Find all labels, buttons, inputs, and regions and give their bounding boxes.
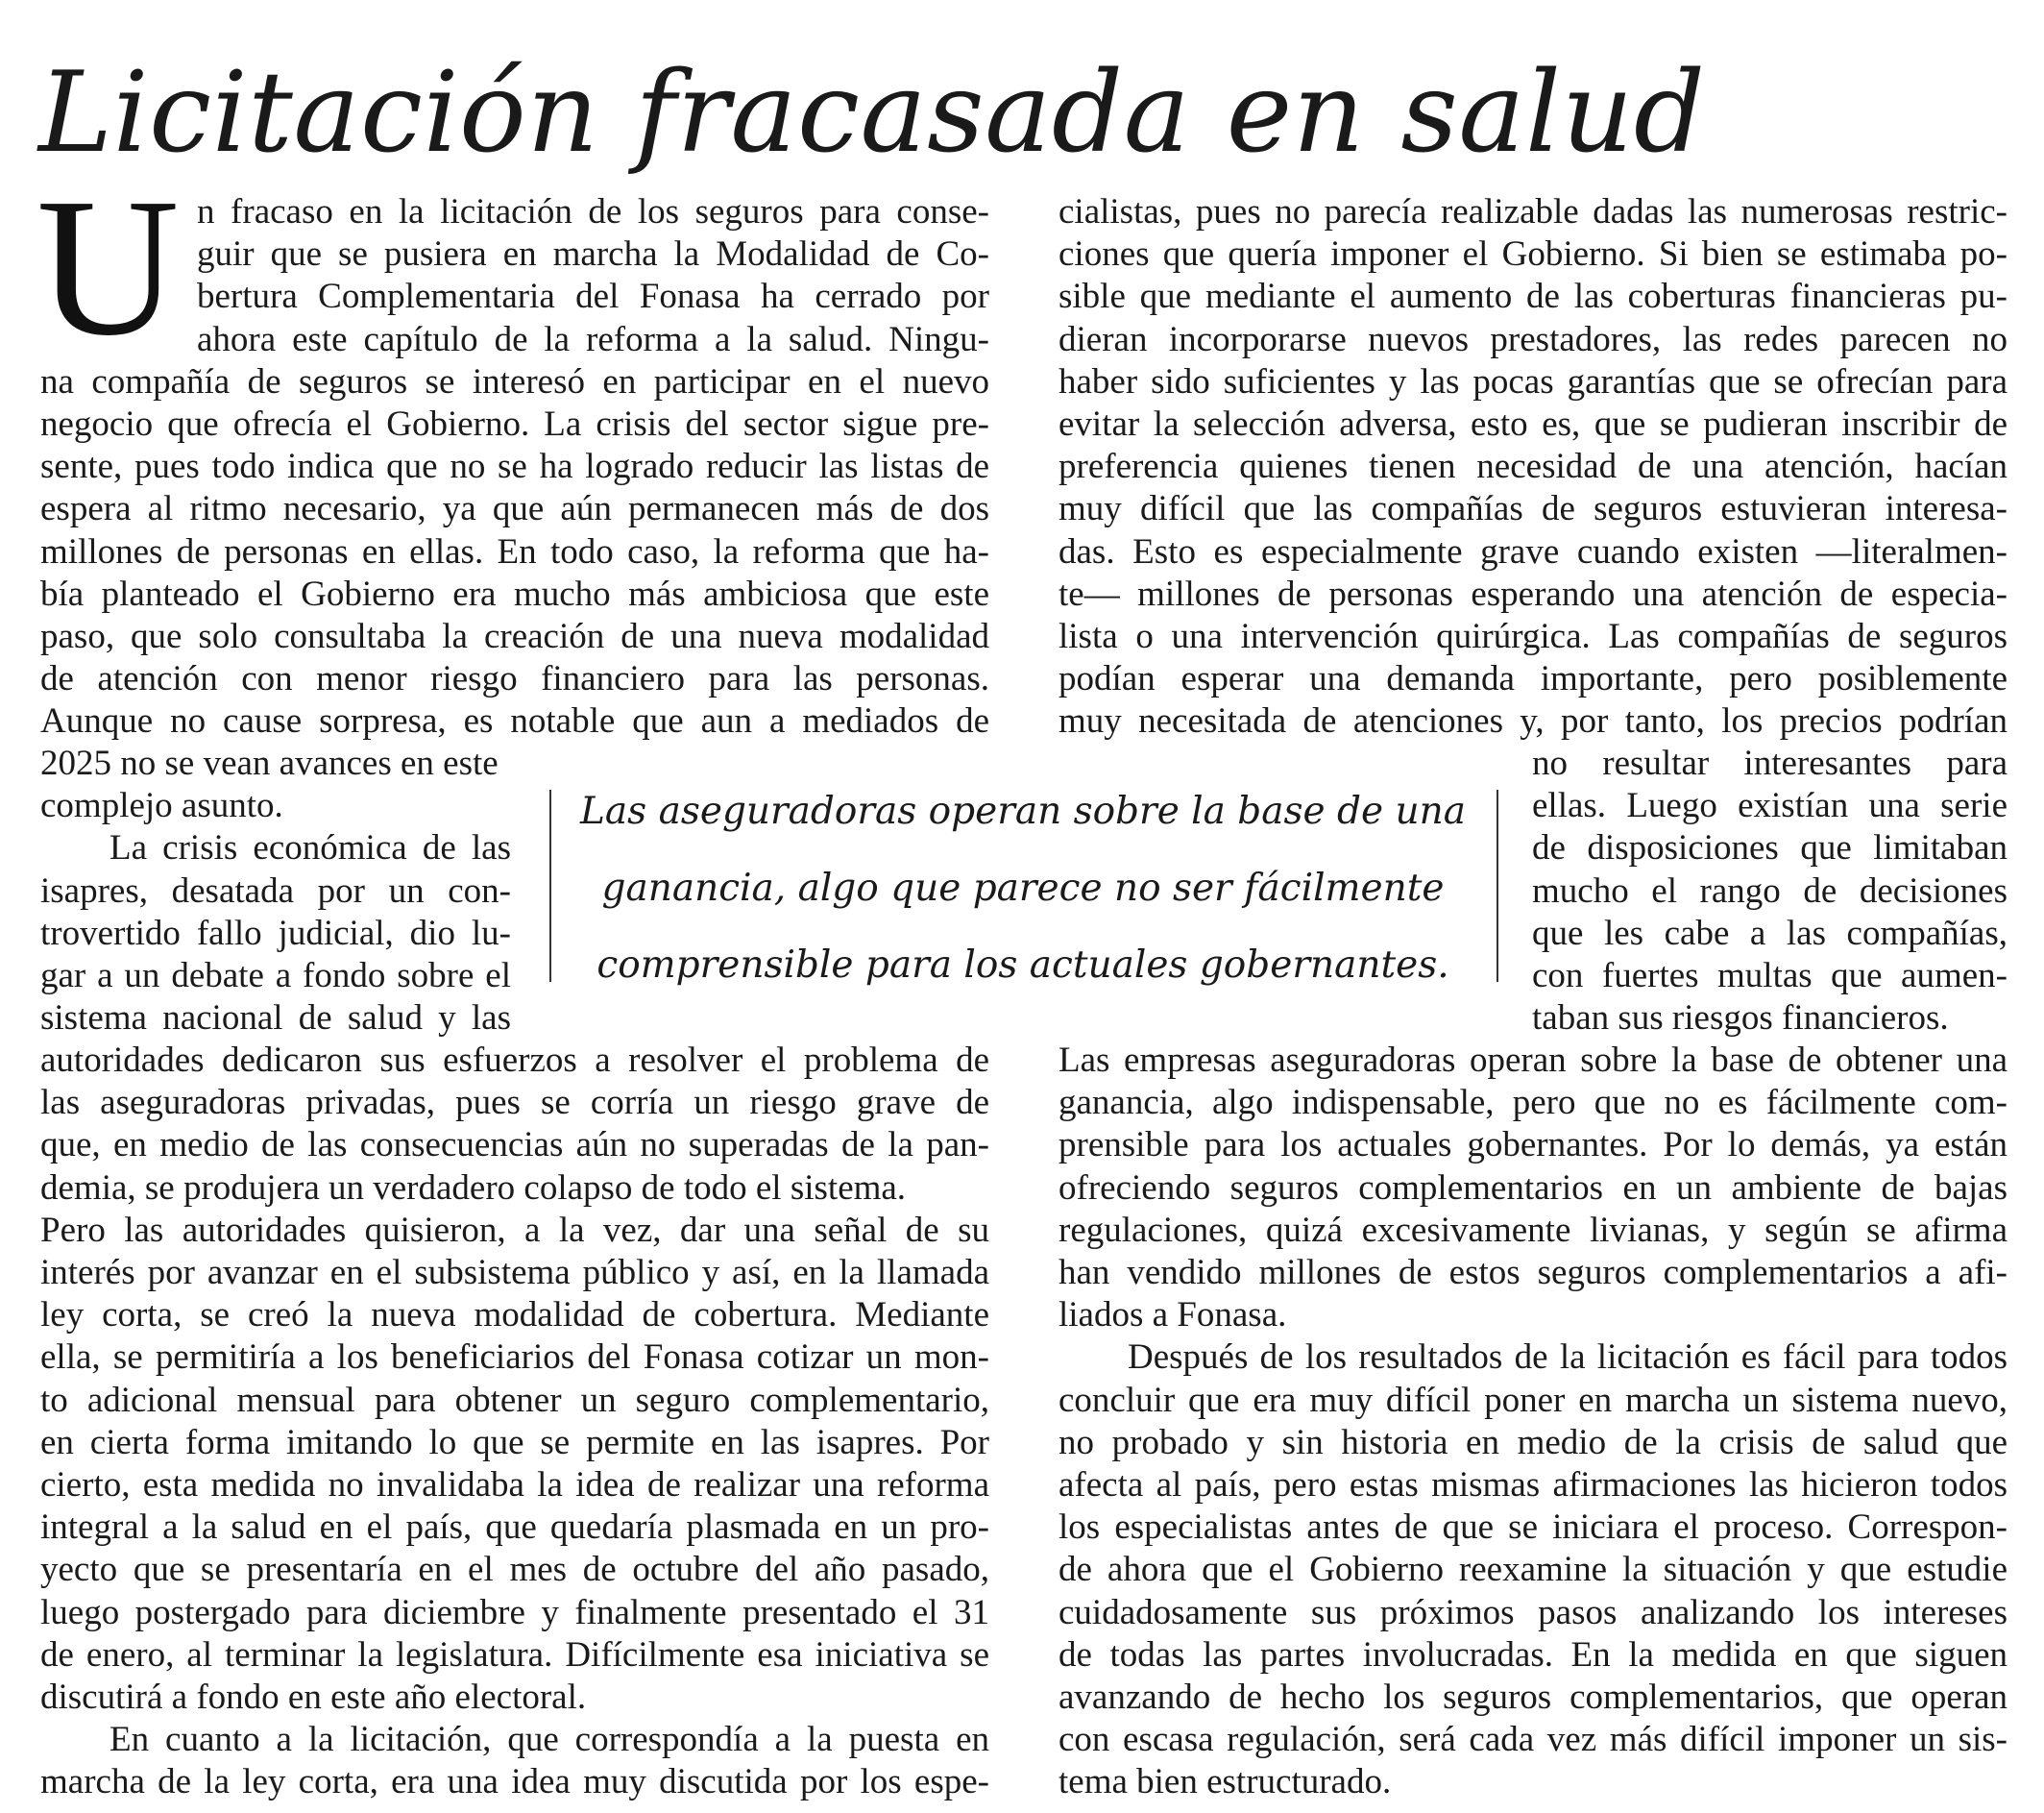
body-text-line: 2025 no se vean avances en este (40, 744, 499, 783)
body-text-line: los especialistas antes de que se iniciara el proceso. Correspon- (1058, 1507, 2008, 1548)
body-text-line: guir que se pusiera en marcha la Modalidad de Co- (197, 234, 989, 275)
body-text-line: prensible para los actuales gobernantes. Por lo demás, ya están (1058, 1125, 2008, 1165)
body-text-line: bía planteado el Gobierno era mucho más ambiciosa que este (40, 574, 989, 614)
body-text-line: ganancia, algo indispensable, pero que no es fácilmente com- (1058, 1083, 2008, 1123)
body-text-line: millones de personas en ellas. En todo caso, la reforma que ha- (40, 531, 989, 572)
body-text-line: han vendido millones de estos seguros complementarios a afi- (1058, 1253, 2008, 1292)
body-text-line: ley corta, se creó la nueva modalidad de cobertura. Mediante (40, 1295, 989, 1335)
body-text-line: tema bien estructurado. (1058, 1762, 1392, 1802)
body-text-line: avanzando de hecho los seguros complementarios, que operan (1058, 1678, 2008, 1717)
body-text-line: de enero, al terminar la legislatura. Difícilmente esa iniciativa se (40, 1634, 989, 1675)
body-text-line: La crisis económica de las (110, 828, 511, 869)
body-text-line: marcha de la ley corta, era una idea muy discutida por los espe- (40, 1762, 989, 1802)
body-text-line: ciones que quería imponer el Gobierno. Si bien se estimaba po- (1058, 234, 2008, 275)
body-text-line: n fracaso en la licitación de los seguros para conse- (197, 192, 989, 232)
body-text-line: de todas las partes involucradas. En la medida en que siguen (1058, 1634, 2008, 1675)
body-text-line: gar a un debate a fondo sobre el (40, 956, 511, 995)
body-text-line: Después de los resultados de la licitación es fácil para todos (1128, 1337, 2008, 1378)
body-text-line: integral a la salud en el país, que quedaría plasmada en un pro- (40, 1507, 989, 1548)
body-text-line: con fuertes multas que aumen- (1532, 956, 2008, 995)
drop-cap: U (36, 157, 180, 377)
body-text-line: paso, que solo consultaba la creación de una nueva modalidad (40, 617, 989, 656)
body-text-line: muy necesitada de atenciones y, por tanto, los precios podrían (1058, 701, 2008, 742)
pull-quote-rule-left (549, 790, 551, 982)
body-text-line: to adicional mensual para obtener un seguro complementario, (40, 1380, 989, 1420)
body-text-line: cierto, esta medida no invalidaba la idea de realizar una reforma (40, 1465, 989, 1505)
body-text-line: ellas. Luego existían una serie (1532, 786, 2008, 826)
body-text-line: lista o una intervención quirúrgica. Las compañías de seguros (1058, 617, 2008, 656)
body-text-line: Las empresas aseguradoras operan sobre la base de obtener una (1058, 1041, 2008, 1080)
body-text-line: sistema nacional de salud y las (40, 998, 511, 1039)
body-text-line: en cierta forma imitando lo que se permite en las isapres. Por (40, 1422, 989, 1462)
body-text-line: trovertido fallo judicial, dio lu- (40, 913, 511, 953)
pull-quote-line: ganancia, algo que parece no ser fácilmente (601, 867, 1445, 910)
body-text-line: podían esperar una demanda importante, pero posiblemente (1058, 659, 2008, 699)
body-text-line: En cuanto a la licitación, que correspondía a la puesta en (110, 1720, 989, 1760)
body-text-line: demia, se produjera un verdadero colapso de todo el sistema. (40, 1167, 907, 1208)
body-text-line: afecta al país, pero estas mismas afirmaciones las hicieron todos (1058, 1465, 2008, 1505)
body-text-line: que les cabe a las compañías, (1532, 913, 2008, 953)
body-text-line: ella, se permitiría a los beneficiarios del Fonasa cotizar un mon- (40, 1337, 989, 1378)
body-text-line: regulaciones, quizá excesivamente livianas, y según se afirma (1058, 1210, 2008, 1250)
body-text-line: interés por avanzar en el subsistema público y así, en la llamada (40, 1253, 989, 1292)
body-text-line: autoridades dedicaron sus esfuerzos a resolver el problema de (40, 1041, 989, 1080)
body-text-line: que, en medio de las consecuencias aún no superadas de la pan- (40, 1125, 989, 1165)
body-text-line: Pero las autoridades quisieron, a la vez, dar una señal de su (40, 1210, 989, 1250)
body-text-line: taban sus riesgos financieros. (1532, 998, 1949, 1039)
body-text-line: no resultar interesantes para (1532, 744, 2008, 783)
pull-quote-line: Las aseguradoras operan sobre la base de una (580, 790, 1466, 833)
body-text-line: las aseguradoras privadas, pues se corría un riesgo grave de (40, 1083, 989, 1123)
body-text-line: preferencia quienes tienen necesidad de una atención, hacían (1058, 447, 2008, 487)
body-text-line: mucho el rango de decisiones (1532, 870, 2008, 911)
body-text-line: haber sido suficientes y las pocas garantías que se ofrecían para (1058, 361, 2008, 402)
body-text-line: isapres, desatada por un con- (40, 870, 511, 911)
body-text-line: liados a Fonasa. (1058, 1295, 1287, 1335)
body-text-line: das. Esto es especialmente grave cuando existen —literalmen- (1058, 531, 2008, 572)
body-text-line: ofreciendo seguros complementarios en un ambiente de bajas (1058, 1167, 2008, 1208)
body-text-line: cuidadosamente sus próximos pasos analizando los intereses (1058, 1592, 2008, 1632)
body-text-line: espera al ritmo necesario, ya que aún permanecen más de dos (40, 489, 989, 529)
body-text-line: con escasa regulación, será cada vez más difícil imponer un sis- (1058, 1720, 2008, 1760)
article-title: Licitación fracasada en salud (38, 48, 1706, 178)
body-text-line: concluir que era muy difícil poner en marcha un sistema nuevo, (1058, 1380, 2008, 1420)
pull-quote-line: comprensible para los actuales gobernantes. (596, 943, 1449, 987)
body-text-line: negocio que ofrecía el Gobierno. La crisis del sector sigue pre- (40, 404, 989, 444)
body-text-line: complejo asunto. (40, 786, 283, 826)
body-text-line: te— millones de personas esperando una atención de especia- (1058, 574, 2008, 614)
body-text-line: de ahora que el Gobierno reexamine la situación y que estudie (1058, 1550, 2008, 1590)
body-text-line: dieran incorporarse nuevos prestadores, las redes parecen no (1058, 319, 2008, 359)
body-text-line: discutirá a fondo en este año electoral. (40, 1678, 587, 1717)
body-text-line: evitar la selección adversa, esto es, que se pudieran inscribir de (1058, 404, 2008, 444)
body-text-line: Aunque no cause sorpresa, es notable que aun a mediados de (40, 701, 989, 742)
body-text-line: cialistas, pues no parecía realizable dadas las numerosas restric- (1058, 192, 2008, 232)
pull-quote-rule-right (1496, 790, 1498, 982)
body-text-line: na compañía de seguros se interesó en participar en el nuevo (40, 361, 989, 402)
body-text-line: luego postergado para diciembre y finalmente presentado el 31 (40, 1592, 989, 1632)
body-text-line: sible que mediante el aumento de las coberturas financieras pu- (1058, 277, 2008, 317)
body-text-line: bertura Complementaria del Fonasa ha cerrado por (197, 277, 989, 317)
body-text-line: muy difícil que las compañías de seguros estuvieran interesa- (1058, 489, 2008, 529)
body-text-line: sente, pues todo indica que no se ha logrado reducir las listas de (40, 447, 989, 487)
body-text-line: yecto que se presentaría en el mes de octubre del año pasado, (40, 1550, 989, 1590)
body-text-line: de atención con menor riesgo financiero para las personas. (40, 659, 989, 699)
body-text-line: ahora este capítulo de la reforma a la salud. Ningu- (197, 319, 989, 359)
body-text-line: no probado y sin historia en medio de la crisis de salud que (1058, 1422, 2008, 1462)
body-text-line: de disposiciones que limitaban (1532, 828, 2008, 869)
